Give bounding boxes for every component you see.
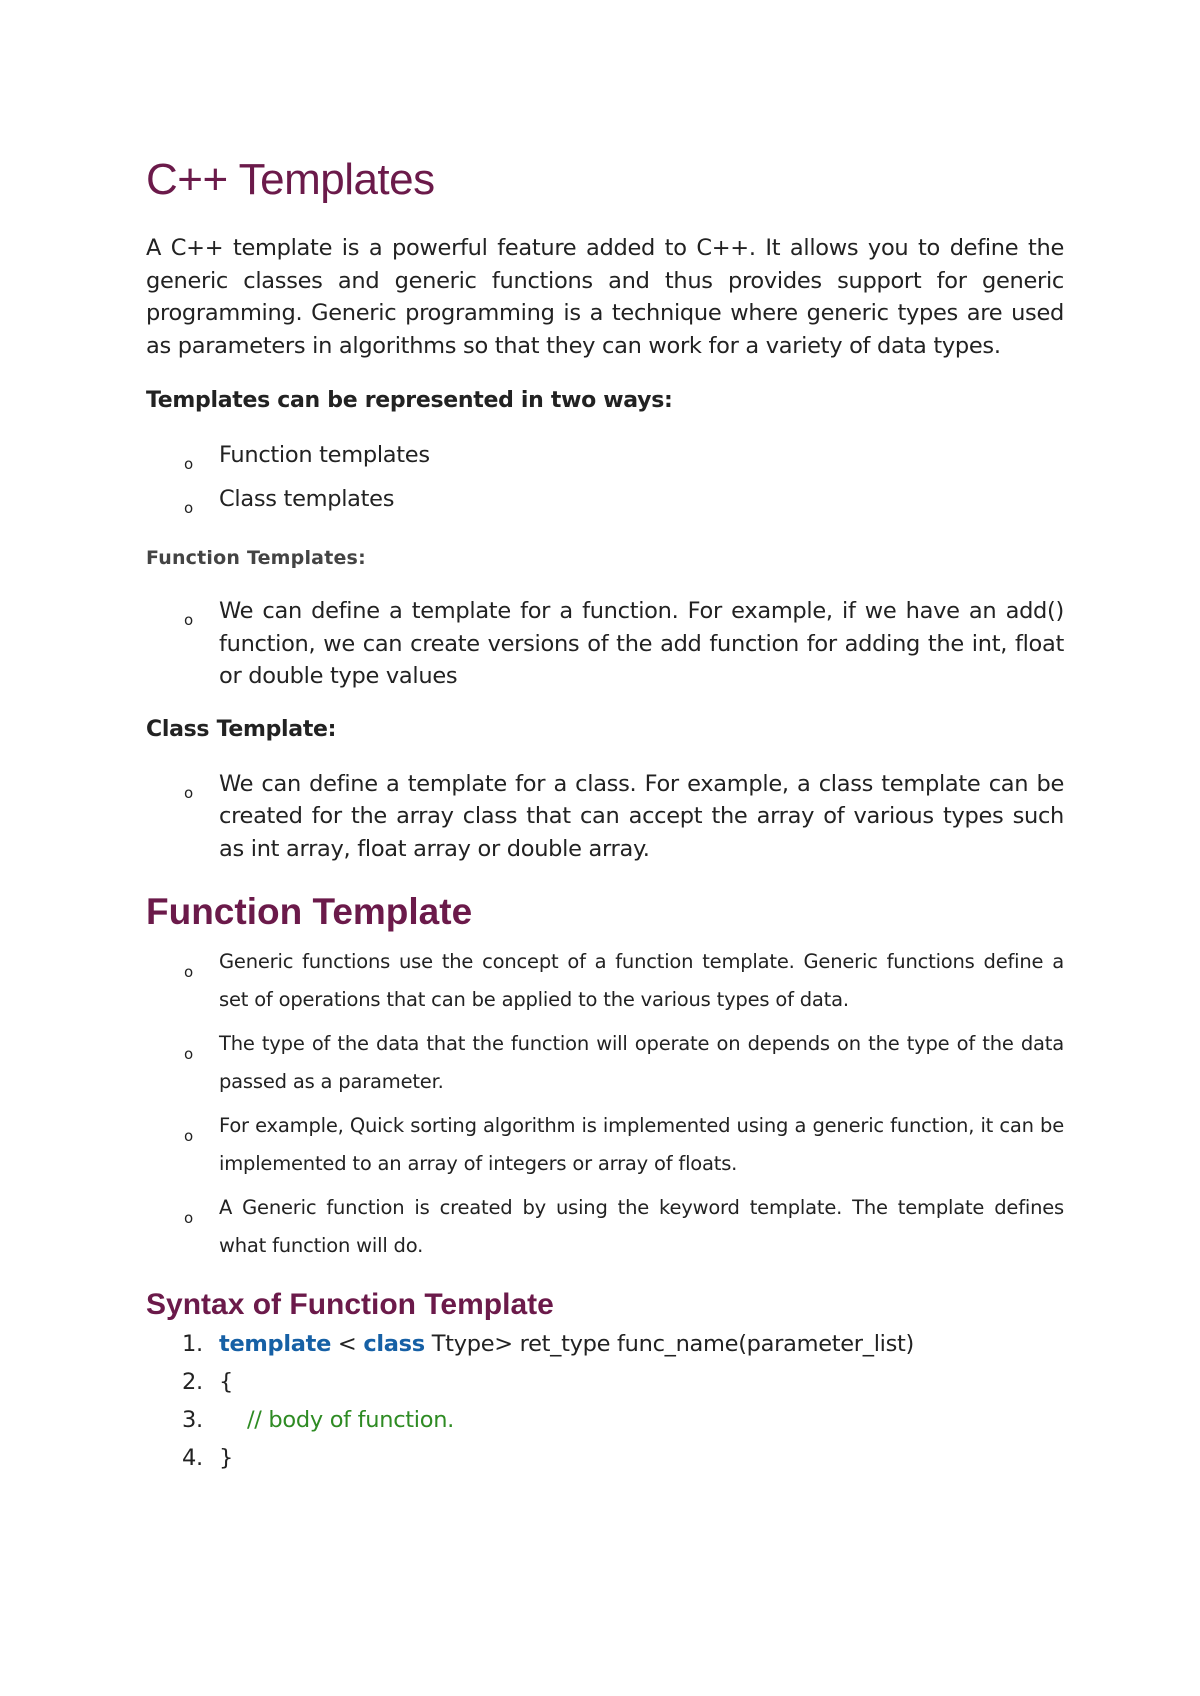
bullet-icon: o: [184, 611, 193, 629]
list-item: [146, 439, 1064, 471]
line-number: 3.: [182, 1407, 203, 1433]
bullet-icon: o: [184, 1127, 193, 1145]
class-template-heading: Class Template:: [146, 716, 337, 742]
class-template-list: [146, 768, 1064, 866]
list-item: [146, 595, 1064, 693]
list-item-text: Function templates: [219, 442, 430, 468]
bullet-icon: o: [184, 1209, 193, 1227]
ways-heading: Templates can be represented in two ways:: [146, 388, 673, 413]
code-line: [146, 1325, 1064, 1363]
bullet-icon: o: [184, 1045, 193, 1063]
list-item: [146, 943, 1064, 1019]
syntax-code-list: [146, 1325, 1064, 1477]
bullet-icon: o: [184, 499, 193, 517]
function-template-list: [146, 943, 1064, 1265]
syntax-heading: Syntax of Function Template: [146, 1288, 554, 1321]
ways-list: [146, 439, 1064, 515]
function-template-heading: Function Template: [146, 891, 473, 932]
intro-paragraph: A C++ template is a powerful feature added to C++. It allows you to define the generic classes and generic functions and thus provides support for generic programming. Generic programming is a technique where generic types are used as parameters in algorithms so that they can work for a variety of data types.: [146, 235, 1064, 359]
list-item-text: We can define a template for a class. For example, a class template can be created for the array class that can accept the array of various types such as int array, float array or double array.: [219, 770, 1064, 862]
list-item-text: Class templates: [219, 486, 395, 512]
list-item: [146, 1025, 1064, 1101]
keyword-template: template: [219, 1331, 332, 1357]
code-line: [146, 1439, 1064, 1477]
list-item-text: A Generic function is created by using the keyword template. The template defines what function will do.: [219, 1196, 1064, 1257]
document-content: [146, 150, 1064, 1477]
line-number: 4.: [182, 1445, 203, 1471]
code-line: [146, 1363, 1064, 1401]
list-item: [146, 483, 1064, 515]
list-item: [146, 1107, 1064, 1183]
code-text: {: [219, 1369, 234, 1395]
list-item-text: For example, Quick sorting algorithm is implemented using a generic function, it can be implemented to an array of integers or array of floats.: [219, 1114, 1064, 1175]
code-text: }: [219, 1445, 234, 1471]
list-item-text: We can define a template for a function. For example, if we have an add() function, we can create versions of the add function for adding the int, float or double type values: [219, 598, 1064, 689]
line-number: 1.: [182, 1331, 203, 1357]
code-text: Ttype> ret_type func_name(parameter_list): [424, 1331, 915, 1357]
code-text: <: [331, 1331, 364, 1357]
list-item: [146, 1189, 1064, 1265]
bullet-icon: o: [184, 783, 193, 802]
bullet-icon: o: [184, 455, 193, 473]
page-title: C++ Templates: [146, 155, 435, 204]
line-number: 2.: [182, 1369, 203, 1395]
function-templates-heading: Function Templates:: [146, 547, 366, 569]
keyword-class: class: [363, 1331, 425, 1357]
function-templates-list: [146, 595, 1064, 693]
code-comment: // body of function.: [247, 1407, 455, 1433]
list-item: [146, 768, 1064, 866]
list-item-text: Generic functions use the concept of a function template. Generic functions define a set of operations that can be applied to the various types of data.: [219, 950, 1064, 1011]
list-item-text: The type of the data that the function will operate on depends on the type of the data passed as a parameter.: [219, 1032, 1064, 1093]
code-line: [146, 1401, 1064, 1439]
bullet-icon: o: [184, 963, 193, 981]
